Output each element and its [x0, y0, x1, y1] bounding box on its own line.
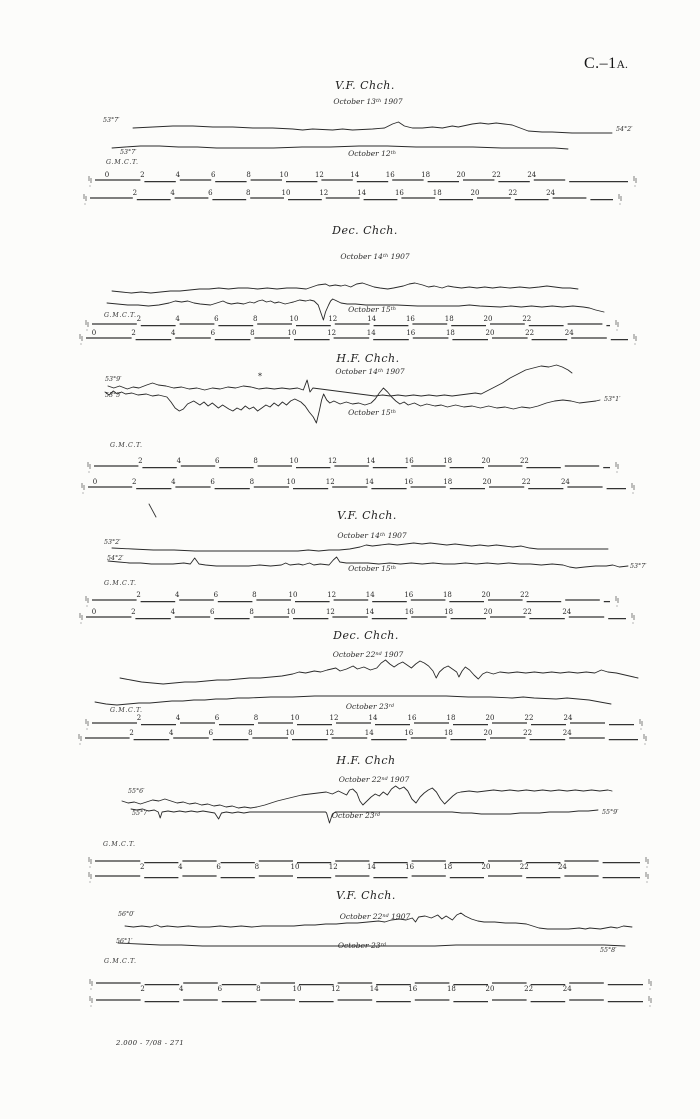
- scale-tick-label: 20: [485, 329, 495, 337]
- scale-tick-label: 2: [131, 329, 136, 337]
- scale-tick-label: 4: [171, 478, 176, 486]
- scale-tick-label: 18: [445, 329, 455, 337]
- scale-tick-label: 16: [394, 189, 404, 197]
- scale-tick-label: 2: [131, 478, 137, 486]
- scale-tick-label: 18: [421, 171, 431, 179]
- scale-tick-label: 12: [329, 714, 339, 722]
- scale-tick-label: 20: [481, 863, 491, 871]
- scale-tick-label: 10: [279, 171, 289, 179]
- plate-number-suffix: A.: [616, 59, 628, 71]
- scale-tick-label: 22: [522, 315, 532, 323]
- panel-2-upper-date: October 14th 1907: [340, 252, 410, 261]
- panel-4-lower-left-value: 54°2′: [107, 555, 124, 562]
- scale-tick-label: 14: [369, 985, 379, 993]
- scale-tick-label: 14: [366, 329, 376, 337]
- panel-3-lower-left-value: 53°5′: [105, 392, 122, 399]
- scale-tick-label: 8: [253, 714, 259, 722]
- scale-tick-label: 22: [524, 985, 534, 993]
- scale-tick-label: 24: [562, 608, 572, 616]
- panel-3-annotation-mark: *: [258, 372, 262, 381]
- scale-tick-label: 20: [456, 171, 466, 179]
- panel-4-upper-left-value: 53°2′: [104, 539, 121, 546]
- scale-tick-label: 4: [168, 729, 174, 737]
- scale-tick-label: 4: [174, 591, 180, 599]
- panel-3-gmct-label: G.M.C.T.: [110, 442, 143, 449]
- scale-tick-label: 10: [286, 478, 296, 486]
- scale-tick-label: 8: [256, 985, 261, 993]
- scale-tick-label: 8: [253, 457, 258, 465]
- scale-tick-label: 18: [444, 608, 454, 616]
- panel-4-upper-date: October 14th 1907: [337, 531, 407, 540]
- panel-3-upper-date: October 14th 1907: [335, 367, 405, 376]
- scale-tick-label: 2: [131, 608, 136, 616]
- scale-tick-label: 10: [286, 608, 296, 616]
- scale-tick-label: 16: [405, 315, 415, 323]
- scale-tick-label: 18: [443, 457, 453, 465]
- scale-tick-label: 8: [246, 171, 251, 179]
- scale-tick-label: 20: [483, 608, 493, 616]
- scale-tick-label: 16: [408, 985, 418, 993]
- scale-tick-label: 8: [254, 863, 260, 871]
- scale-tick-label: 16: [404, 478, 414, 486]
- scale-tick-label: 8: [249, 478, 255, 486]
- scale-end-mark: [80, 744, 81, 745]
- scale-end-mark: [633, 623, 634, 624]
- scale-end-mark: [81, 344, 82, 345]
- panel-7-gmct-label: G.M.C.T.: [104, 958, 137, 965]
- panel-1-lower-date: October 12th: [348, 149, 396, 158]
- panel-1-trace-upper: [133, 122, 612, 133]
- scale-end-mark: [91, 1006, 92, 1007]
- panel-7-title: V.F. Chch.: [336, 889, 396, 902]
- scale-tick-label: 4: [170, 329, 176, 337]
- printer-imprint: 2.000 - 7/08 - 271: [116, 1039, 185, 1047]
- scale-tick-label: 6: [209, 608, 215, 616]
- scale-tick-label: 20: [481, 591, 491, 599]
- scale-tick-label: 2: [139, 863, 145, 871]
- scale-tick-label: 6: [208, 729, 214, 737]
- scale-tick-label: 14: [368, 714, 378, 722]
- scale-tick-label: 12: [325, 729, 335, 737]
- panel-6-lower-left-value: 55°7′: [132, 810, 149, 817]
- panel-4-lower-right-value: 53°7′: [630, 563, 647, 570]
- scale-tick-label: 10: [289, 457, 299, 465]
- panel-4-gmct-label: G.M.C.T.: [104, 580, 137, 587]
- scale-tick-label: 14: [364, 729, 374, 737]
- scale-tick-label: 8: [252, 315, 258, 323]
- panel-6-title: H.F. Chch: [336, 754, 396, 767]
- scale-tick-label: 14: [357, 189, 367, 197]
- panel-5-trace-upper: [120, 660, 638, 684]
- scale-tick-label: 4: [170, 189, 175, 197]
- panel-7-lower-left-value: 56°1′: [116, 938, 133, 945]
- panel-7-lower-date: October 23rd: [337, 941, 387, 950]
- scale-tick-label: 20: [485, 714, 495, 722]
- scale-tick-label: 8: [245, 189, 251, 197]
- scale-end-mark: [650, 989, 651, 990]
- scale-tick-label: 20: [470, 189, 480, 197]
- scale-end-mark: [90, 867, 91, 868]
- scale-tick-label: 4: [178, 985, 184, 993]
- scale-tick-label: 8: [252, 591, 257, 599]
- scale-tick-label: 14: [365, 591, 375, 599]
- scale-tick-label: 16: [404, 608, 414, 616]
- scale-tick-label: 22: [524, 714, 534, 722]
- scale-tick-label: 6: [214, 457, 220, 465]
- scale-tick-label: 2: [140, 985, 145, 993]
- scale-tick-label: 6: [217, 985, 223, 993]
- scale-tick-label: 12: [319, 189, 329, 197]
- scale-end-mark: [83, 493, 84, 494]
- scale-tick-label: 24: [557, 863, 567, 871]
- scale-tick-label: 16: [406, 329, 416, 337]
- scale-tick-label: 16: [407, 714, 417, 722]
- scale-tick-label: 18: [443, 729, 453, 737]
- scale-tick-label: 6: [214, 714, 220, 722]
- scale-tick-label: 10: [287, 329, 297, 337]
- scale-end-mark: [635, 344, 636, 345]
- scale-tick-label: 12: [325, 478, 335, 486]
- panel-3-lower-date: October 15th: [348, 408, 396, 417]
- scale-tick-label: 10: [289, 315, 299, 323]
- panel-2-title: Dec. Chch.: [332, 224, 398, 237]
- scale-tick-label: 0: [104, 171, 110, 179]
- scale-tick-label: 18: [443, 478, 453, 486]
- panel-2-gmct-label: G.M.C.T.: [104, 312, 137, 319]
- scale-tick-label: 8: [250, 329, 255, 337]
- scale-tick-label: 22: [519, 863, 529, 871]
- scale-tick-label: 2: [132, 189, 138, 197]
- scale-tick-label: 12: [328, 315, 338, 323]
- panel-5-gmct-label: G.M.C.T.: [110, 707, 143, 714]
- panel-3-lower-right-value: 53°1′: [604, 396, 621, 403]
- scale-tick-label: 20: [485, 985, 495, 993]
- scale-end-mark: [647, 867, 648, 868]
- scale-end-mark: [647, 882, 648, 883]
- panel-2-lower-date: October 15th: [348, 305, 396, 314]
- scale-end-mark: [85, 204, 86, 205]
- scale-end-mark: [617, 606, 618, 607]
- scale-tick-label: 24: [564, 329, 574, 337]
- scale-tick-label: 12: [327, 457, 337, 465]
- panel-1-upper-left-value: 53°7′: [103, 117, 120, 124]
- scale-tick-label: 4: [178, 863, 183, 871]
- scale-tick-label: 14: [366, 863, 376, 871]
- scale-tick-label: 6: [214, 315, 219, 323]
- panel-4-stray-mark: [149, 504, 156, 517]
- panel-1-lower-left-value: 53°7′: [120, 149, 137, 156]
- scale-tick-label: 2: [138, 457, 143, 465]
- scale-tick-label: 24: [562, 729, 572, 737]
- panel-1-gmct-label: G.M.C.T.: [106, 159, 139, 166]
- scale-tick-label: 20: [481, 457, 491, 465]
- panel-4-trace-upper: [112, 543, 608, 551]
- panel-5-upper-date: October 22nd 1907: [332, 650, 404, 659]
- scale-tick-label: 10: [281, 189, 291, 197]
- scale-end-mark: [91, 989, 92, 990]
- panel-6-upper-left-value: 55°6′: [128, 788, 145, 795]
- scale-tick-label: 10: [290, 714, 300, 722]
- panel-7-upper-left-value: 56°0′: [118, 911, 135, 918]
- scale-end-mark: [617, 472, 618, 473]
- panel-7-upper-date: October 22nd 1907: [339, 912, 411, 921]
- scale-end-mark: [87, 330, 88, 331]
- scale-end-mark: [87, 729, 88, 730]
- scale-tick-label: 10: [288, 591, 298, 599]
- panel-1-title: V.F. Chch.: [335, 79, 395, 92]
- scale-tick-label: 24: [563, 714, 573, 722]
- scale-tick-label: 6: [210, 329, 216, 337]
- scale-end-mark: [81, 623, 82, 624]
- scale-tick-label: 2: [140, 171, 145, 179]
- plate-number-prefix: C.–1: [584, 55, 617, 72]
- scale-tick-label: 6: [208, 189, 213, 197]
- scale-tick-label: 22: [520, 591, 530, 599]
- scale-tick-label: 2: [136, 315, 142, 323]
- scale-tick-label: 20: [483, 729, 493, 737]
- scale-tick-label: 14: [364, 478, 374, 486]
- scale-tick-label: 2: [136, 591, 141, 599]
- scale-end-mark: [635, 186, 636, 187]
- scale-tick-label: 8: [248, 729, 253, 737]
- panel-3-title: H.F. Chch.: [336, 352, 400, 365]
- scale-tick-label: 12: [314, 171, 324, 179]
- scale-tick-label: 18: [444, 315, 454, 323]
- scale-end-mark: [620, 204, 621, 205]
- scale-end-mark: [90, 186, 91, 187]
- scale-tick-label: 4: [175, 714, 181, 722]
- scale-tick-label: 12: [327, 329, 337, 337]
- scale-tick-label: 6: [213, 591, 219, 599]
- scale-tick-label: 16: [404, 591, 414, 599]
- panel-3-upper-left-value: 53°9′: [105, 376, 122, 383]
- panel-5-lower-date: October 23rd: [345, 702, 395, 711]
- scale-tick-label: 22: [508, 189, 518, 197]
- scale-tick-label: 24: [546, 189, 556, 197]
- panel-5-title: Dec. Chch.: [333, 629, 399, 642]
- scale-end-mark: [89, 472, 90, 473]
- panel-1-upper-right-value: 54°2′: [616, 126, 633, 133]
- scale-end-mark: [645, 744, 646, 745]
- panel-6-upper-date: October 22nd 1907: [338, 775, 410, 784]
- scale-tick-label: 16: [405, 863, 415, 871]
- scale-end-mark: [633, 493, 634, 494]
- scale-tick-label: 0: [91, 329, 97, 337]
- scale-tick-label: 22: [491, 171, 501, 179]
- scale-tick-label: 22: [519, 457, 529, 465]
- scale-tick-label: 24: [560, 478, 570, 486]
- scale-tick-label: 12: [325, 608, 335, 616]
- scale-tick-label: 20: [482, 478, 492, 486]
- scale-tick-label: 22: [522, 608, 532, 616]
- scale-tick-label: 12: [327, 591, 337, 599]
- scale-tick-label: 24: [527, 171, 537, 179]
- scale-tick-label: 18: [432, 189, 442, 197]
- panel-1-upper-date: October 13th 1907: [333, 97, 403, 106]
- scale-tick-label: 4: [176, 457, 182, 465]
- panel-2-trace-upper: [112, 283, 578, 293]
- scale-tick-label: 2: [129, 729, 134, 737]
- scale-tick-label: 6: [210, 171, 216, 179]
- scale-tick-label: 16: [404, 729, 414, 737]
- scale-tick-label: 4: [170, 608, 176, 616]
- panel-1-trace-lower: [112, 146, 568, 149]
- plate-number: [584, 55, 628, 73]
- panel-6-lower-date: October 23rd: [331, 811, 381, 820]
- scale-tick-label: 10: [292, 985, 302, 993]
- panel-4-lower-date: October 15th: [348, 564, 396, 573]
- scale-tick-label: 18: [446, 985, 456, 993]
- panel-7-lower-right-value: 55°8′: [600, 947, 617, 954]
- scale-tick-label: 16: [404, 457, 414, 465]
- scale-tick-label: 6: [216, 863, 221, 871]
- panel-6-gmct-label: G.M.C.T.: [103, 841, 136, 848]
- scale-tick-label: 14: [367, 315, 377, 323]
- scale-tick-label: 22: [525, 329, 535, 337]
- scale-tick-label: 12: [328, 863, 338, 871]
- scale-end-mark: [90, 882, 91, 883]
- scale-tick-label: 22: [521, 478, 531, 486]
- scale-end-mark: [87, 606, 88, 607]
- scale-end-mark: [641, 729, 642, 730]
- scale-tick-label: 0: [91, 608, 97, 616]
- scale-tick-label: 14: [365, 608, 375, 616]
- scale-tick-label: 4: [175, 171, 181, 179]
- scale-tick-label: 10: [285, 729, 295, 737]
- scale-tick-label: 24: [562, 985, 572, 993]
- panel-6-lower-right-value: 55°9′: [602, 809, 619, 816]
- scale-tick-label: 18: [446, 714, 456, 722]
- scale-tick-label: 2: [136, 714, 142, 722]
- scale-tick-label: 20: [483, 315, 493, 323]
- scale-tick-label: 14: [350, 171, 360, 179]
- scale-tick-label: 22: [523, 729, 533, 737]
- scale-tick-label: 18: [443, 863, 453, 871]
- scale-tick-label: 8: [249, 608, 254, 616]
- scale-tick-label: 10: [290, 863, 300, 871]
- scale-end-mark: [650, 1006, 651, 1007]
- scale-tick-label: 18: [442, 591, 452, 599]
- scale-tick-label: 4: [175, 315, 180, 323]
- scale-end-mark: [617, 330, 618, 331]
- scale-tick-label: 6: [210, 478, 215, 486]
- scale-tick-label: 12: [331, 985, 341, 993]
- scale-tick-label: 0: [92, 478, 98, 486]
- panel-6-trace-upper: [122, 786, 612, 808]
- scale-tick-label: 16: [385, 171, 395, 179]
- panel-4-title: V.F. Chch.: [337, 509, 397, 522]
- scale-tick-label: 14: [366, 457, 376, 465]
